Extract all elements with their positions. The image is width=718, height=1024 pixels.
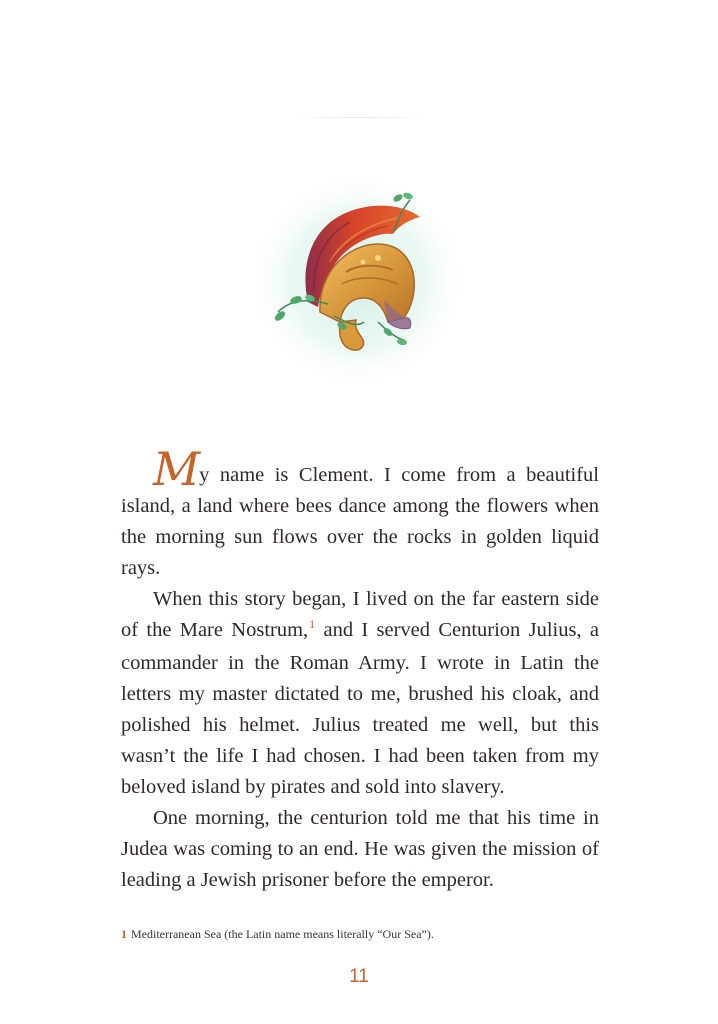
drop-cap: M bbox=[153, 442, 199, 496]
paragraph-2 bbox=[121, 584, 599, 803]
paragraph-1-text: y name is Clement. I come from a beautiful island, a land where bees dance among the flowers when the morning sun flows over the rocks in golden liquid rays. bbox=[121, 464, 599, 579]
footnote bbox=[121, 926, 599, 942]
footnote-number: 1 bbox=[121, 927, 127, 941]
paragraph-2-text-end: and I served Centurion Julius, a commander in the Roman Army. I wrote in Latin the letters my master dictated to me, brushed his cloak, and polished his helmet. Julius treated me well, but this wasn’t the life I had chosen. I had been taken from my beloved island by pirates and sold into slavery. bbox=[121, 619, 599, 798]
footnote-text: Mediterranean Sea (the Latin name means literally “Our Sea”). bbox=[131, 927, 434, 941]
roman-helmet-illustration bbox=[238, 172, 478, 412]
paragraph-3 bbox=[121, 803, 599, 896]
story-text bbox=[121, 442, 599, 896]
top-divider bbox=[288, 117, 430, 118]
paragraph-1 bbox=[121, 442, 599, 584]
paragraph-2-text-start: When this story began, I lived on the far eastern side of the Mare Nostrum, bbox=[121, 588, 599, 641]
roman-helmet-icon bbox=[238, 172, 478, 412]
paragraph-3-text: One morning, the centurion told me that his time in Judea was coming to an end. He was given the mission of leading a Jewish prisoner before the emperor. bbox=[121, 807, 599, 891]
page-number: 11 bbox=[349, 966, 369, 987]
footnote-reference[interactable]: 1 bbox=[309, 617, 316, 631]
